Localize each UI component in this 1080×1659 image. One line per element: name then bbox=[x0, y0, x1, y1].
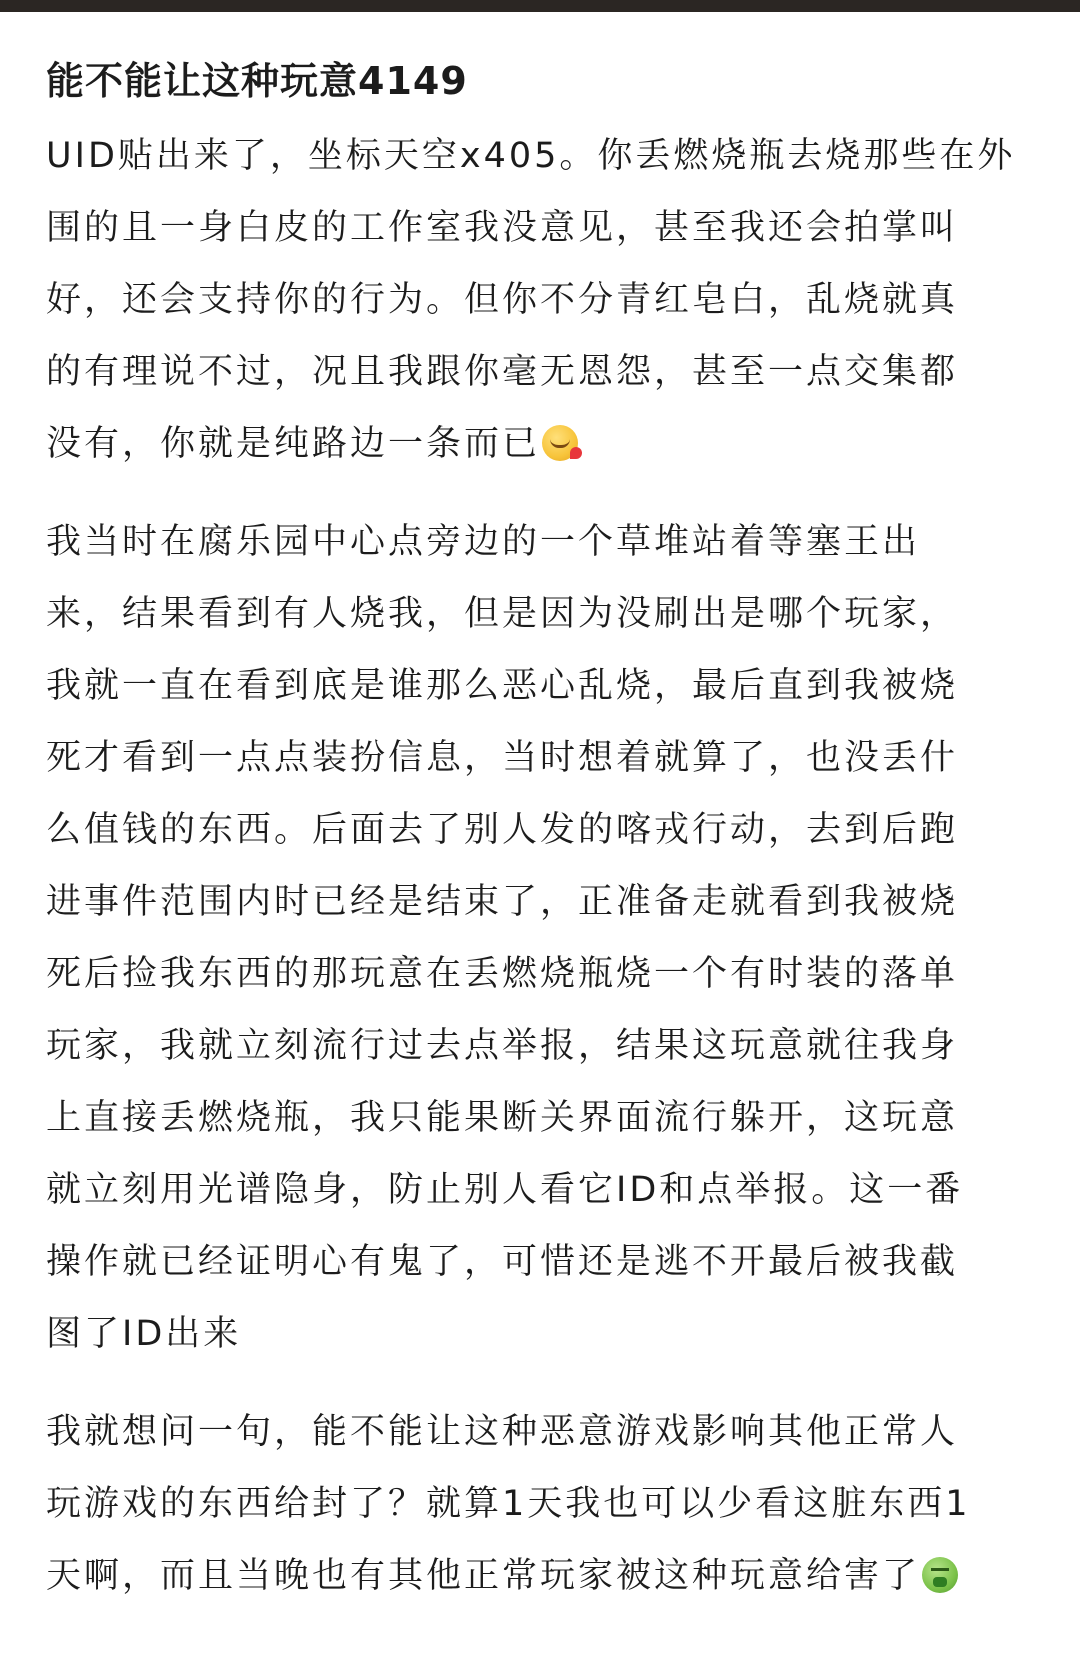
text-line: UID贴出来了，坐标天空x405。你丢燃烧瓶去烧那些在外 bbox=[46, 136, 1016, 176]
text-line: 玩游戏的东西给封了？就算1天我也可以少看这脏东西1 bbox=[46, 1484, 971, 1524]
text-line: 好，还会支持你的行为。但你不分青红皂白，乱烧就真 bbox=[46, 280, 959, 320]
text-line: 围的且一身白皮的工作室我没意见，甚至我还会拍掌叫 bbox=[46, 208, 959, 248]
text-line: 来，结果看到有人烧我，但是因为没刷出是哪个玩家， bbox=[46, 594, 959, 634]
post bbox=[46, 42, 1046, 1612]
post-paragraph-1 bbox=[46, 120, 1046, 480]
post-body bbox=[46, 120, 1046, 1612]
text-line: 我就一直在看到底是谁那么恶心乱烧，最后直到我被烧 bbox=[46, 666, 959, 706]
text-line-content: 没有，你就是纯路边一条而已 bbox=[46, 424, 541, 464]
status-bar-strip bbox=[0, 0, 1080, 12]
post-title: 能不能让这种玩意4149 bbox=[46, 59, 468, 103]
text-line: 的有理说不过，况且我跟你毫无恩怨，甚至一点交集都 bbox=[46, 352, 959, 392]
text-line-last bbox=[46, 1540, 1046, 1612]
nauseated-face-emoji bbox=[922, 1557, 958, 1593]
text-line: 进事件范围内时已经是结束了，正准备走就看到我被烧 bbox=[46, 882, 959, 922]
text-line-content: 天啊，而且当晚也有其他正常玩家被这种玩意给害了 bbox=[46, 1556, 921, 1596]
text-line: 就立刻用光谱隐身，防止别人看它ID和点举报。这一番 bbox=[46, 1170, 964, 1210]
text-line: 死后捡我东西的那玩意在丢燃烧瓶烧一个有时装的落单 bbox=[46, 954, 959, 994]
text-line-last bbox=[46, 408, 1046, 480]
text-line: 上直接丢燃烧瓶，我只能果断关界面流行躲开，这玩意 bbox=[46, 1098, 959, 1138]
post-paragraph-3 bbox=[46, 1396, 1046, 1612]
blushing-face-with-rose-emoji bbox=[542, 425, 578, 461]
text-line: 么值钱的东西。后面去了别人发的喀戎行动，去到后跑 bbox=[46, 810, 959, 850]
text-line: 我就想问一句，能不能让这种恶意游戏影响其他正常人 bbox=[46, 1412, 959, 1452]
post-paragraph-2 bbox=[46, 506, 1046, 1370]
text-line: 图了ID出来 bbox=[46, 1314, 242, 1354]
text-line: 死才看到一点点装扮信息，当时想着就算了，也没丢什 bbox=[46, 738, 959, 778]
text-line: 我当时在腐乐园中心点旁边的一个草堆站着等塞王出 bbox=[46, 522, 921, 562]
text-line: 玩家，我就立刻流行过去点举报，结果这玩意就往我身 bbox=[46, 1026, 959, 1066]
text-line: 操作就已经证明心有鬼了，可惜还是逃不开最后被我截 bbox=[46, 1242, 959, 1282]
